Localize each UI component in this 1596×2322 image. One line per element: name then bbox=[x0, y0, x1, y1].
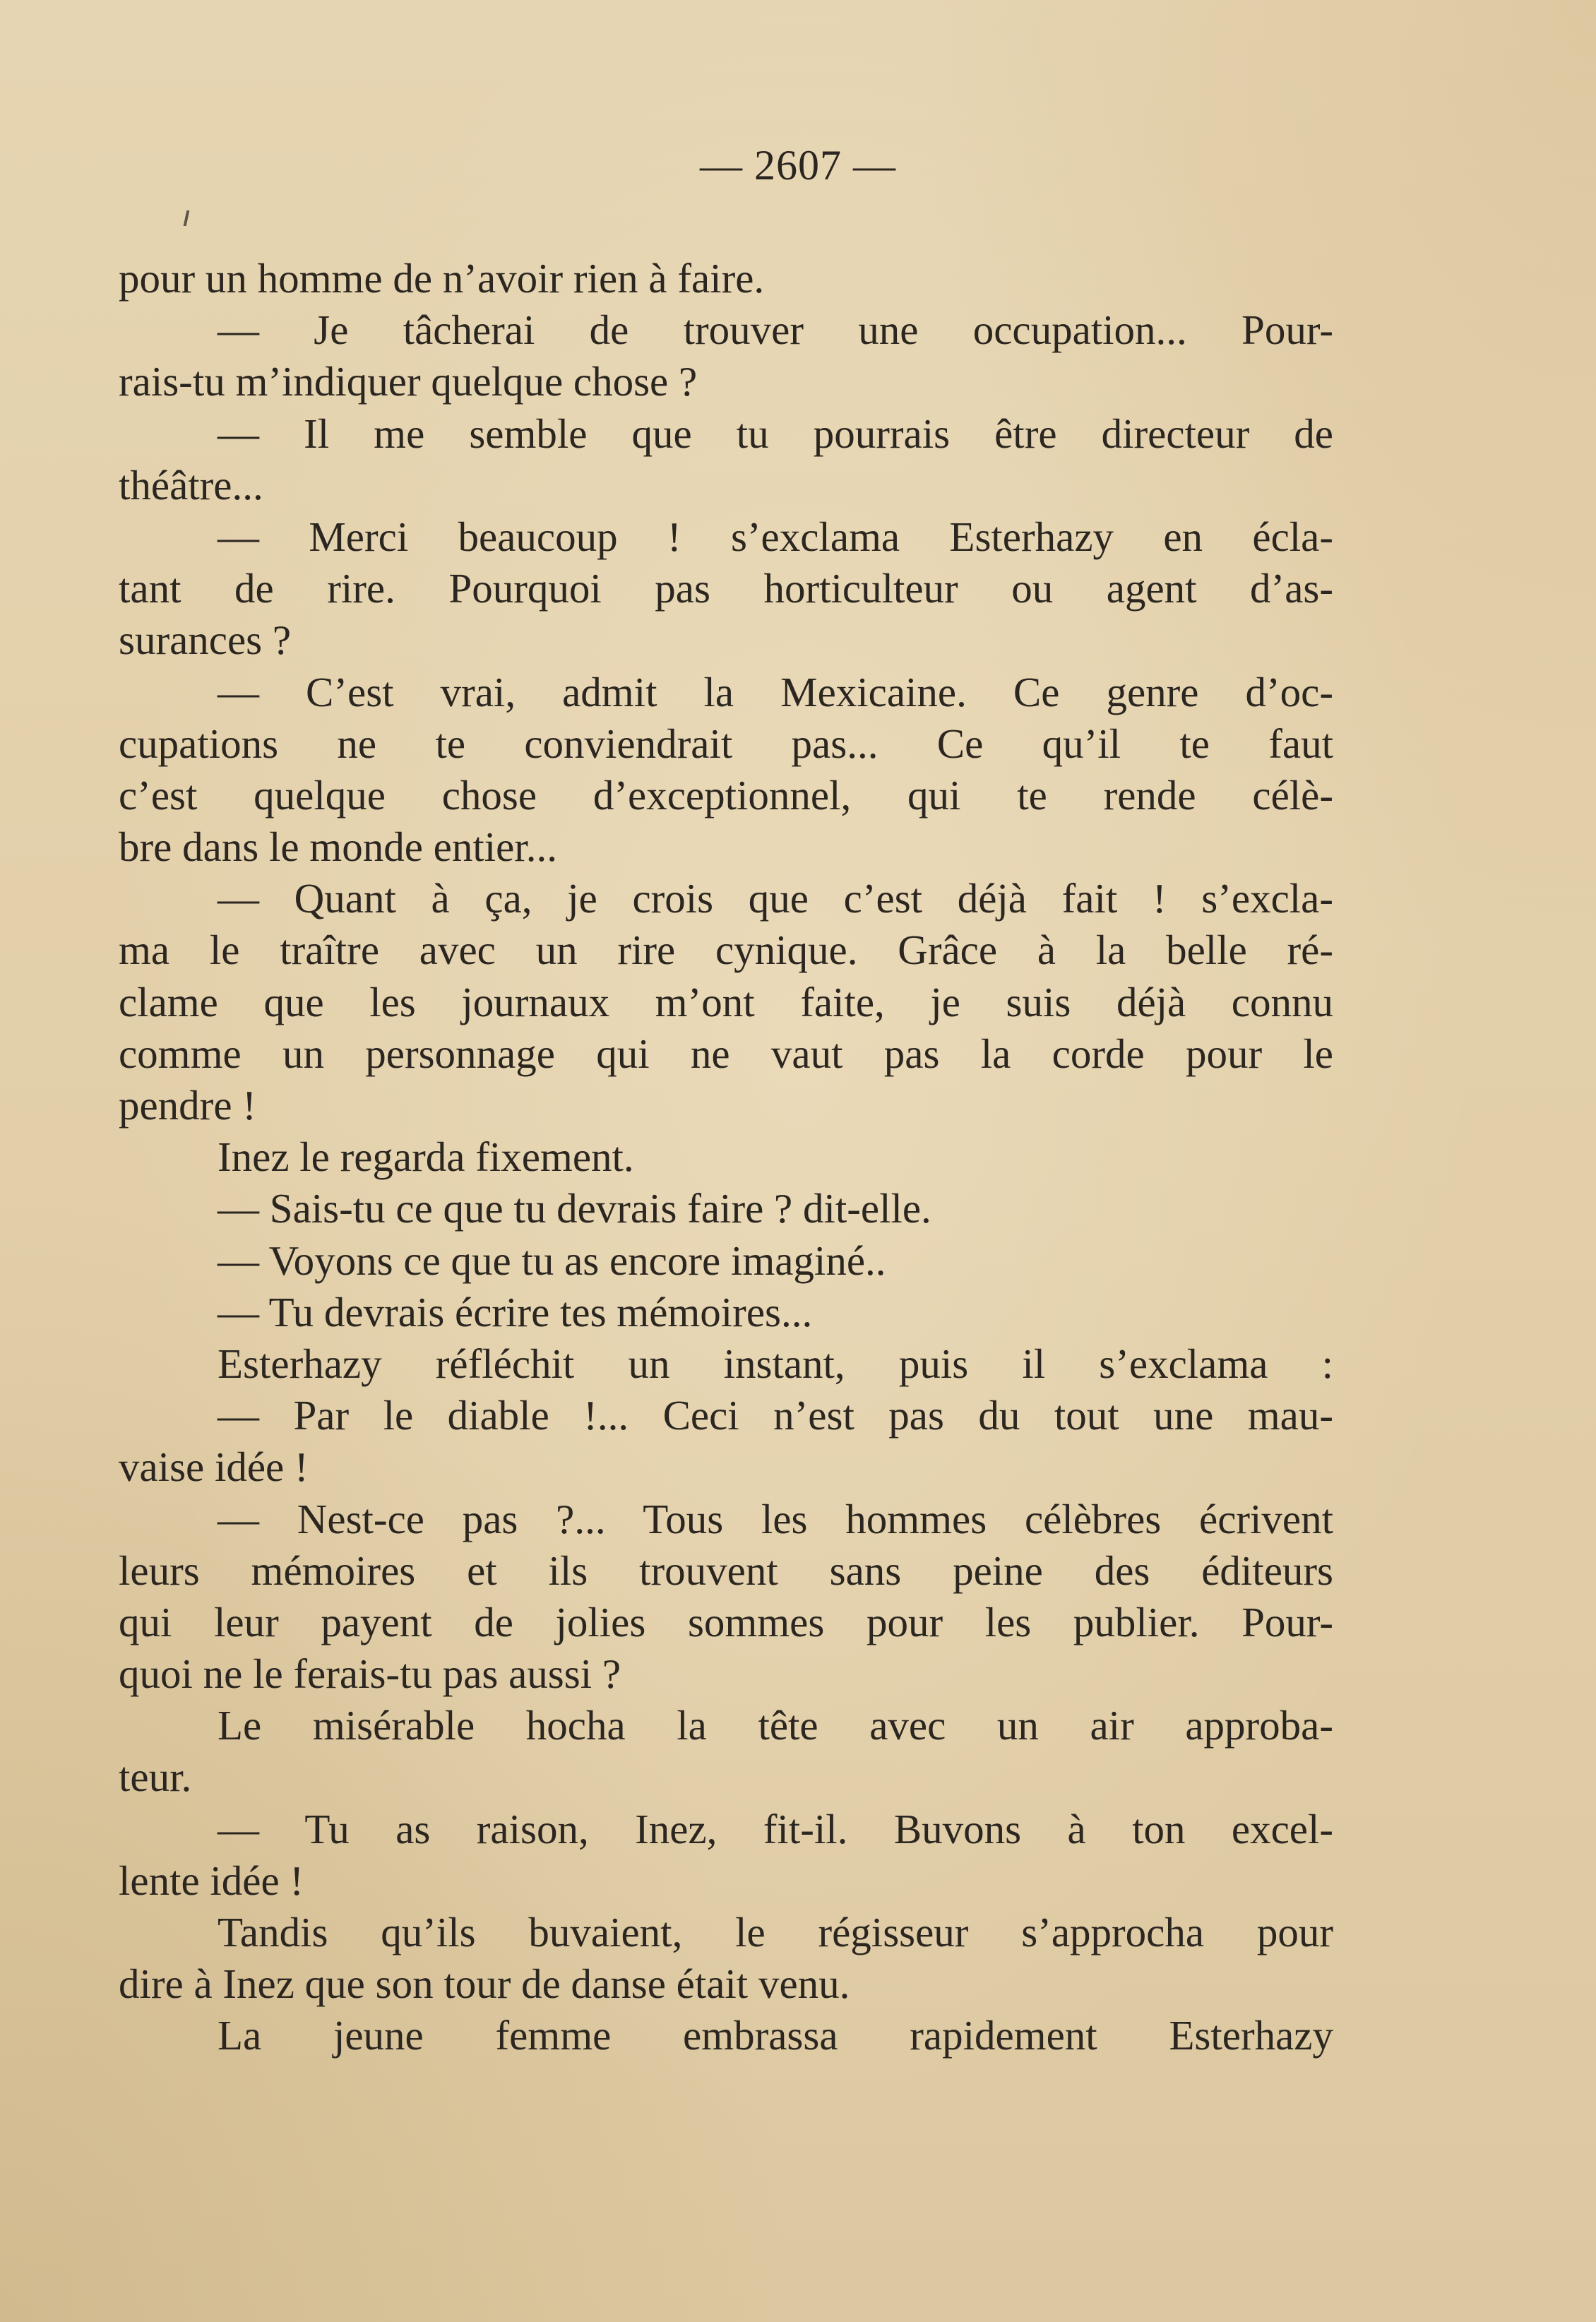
text-line: cupations ne te conviendrait pas... Ce qu’il te faut bbox=[119, 720, 1333, 767]
text-line: — C’est vrai, admit la Mexicaine. Ce genre d’oc- bbox=[218, 668, 1333, 715]
text-line: Inez le regarda fixement. bbox=[218, 1133, 634, 1181]
text-line: — Sais-tu ce que tu devrais faire ? dit-elle. bbox=[218, 1185, 931, 1232]
text-line: — Voyons ce que tu as encore imaginé.. bbox=[218, 1237, 886, 1284]
text-line: surances ? bbox=[119, 617, 292, 664]
text-line: bre dans le monde entier... bbox=[119, 823, 557, 871]
text-line: c’est quelque chose d’exceptionnel, qui te rende célè- bbox=[119, 771, 1333, 818]
text-line: — Par le diable !... Ceci n’est pas du tout une mau- bbox=[218, 1392, 1333, 1439]
text-line: rais-tu m’indiquer quelque chose ? bbox=[119, 358, 698, 405]
text-line: — Quant à ça, je crois que c’est déjà fait ! s’excla- bbox=[218, 875, 1333, 922]
text-line: pour un homme de n’avoir rien à faire. bbox=[119, 255, 765, 302]
text-line: leurs mémoires et ils trouvent sans peine des éditeurs bbox=[119, 1547, 1333, 1594]
text-line: — Il me semble que tu pourrais être directeur de bbox=[218, 410, 1333, 457]
text-line: ma le traître avec un rire cynique. Grâce à la belle ré- bbox=[119, 927, 1333, 974]
text-line: vaise idée ! bbox=[119, 1443, 309, 1491]
text-line: — Nest-ce pas ?... Tous les hommes célèbres écrivent bbox=[218, 1495, 1333, 1542]
text-line: teur. bbox=[119, 1754, 192, 1801]
text-line: La jeune femme embrassa rapidement Esterhazy bbox=[218, 2012, 1333, 2059]
text-line: pendre ! bbox=[119, 1082, 256, 1129]
text-line: clame que les journaux m’ont faite, je suis déjà connu bbox=[119, 978, 1333, 1025]
text-line: — Merci beaucoup ! s’exclama Esterhazy en écla- bbox=[218, 513, 1333, 560]
text-line: — Tu as raison, Inez, fit-il. Buvons à ton excel- bbox=[218, 1805, 1333, 1852]
text-line: lente idée ! bbox=[119, 1857, 304, 1904]
text-line: — Tu devrais écrire tes mémoires... bbox=[218, 1288, 813, 1335]
text-line: dire à Inez que son tour de danse était venu. bbox=[119, 1960, 850, 2008]
text-line: Tandis qu’ils buvaient, le régisseur s’approcha pour bbox=[218, 1909, 1333, 1955]
ink-mark bbox=[184, 210, 190, 226]
text-line: Le misérable hocha la tête avec un air approba- bbox=[218, 1702, 1333, 1749]
text-line: comme un personnage qui ne vaut pas la corde pour le bbox=[119, 1030, 1333, 1077]
text-line: tant de rire. Pourquoi pas horticulteur ou agent d’as- bbox=[119, 565, 1333, 612]
page-number: — 2607 — bbox=[700, 142, 896, 189]
text-line: qui leur payent de jolies sommes pour les publier. Pour- bbox=[119, 1598, 1333, 1645]
body-text bbox=[119, 253, 1333, 2062]
text-line: — Je tâcherai de trouver une occupation... Pour- bbox=[218, 306, 1333, 354]
text-line: théâtre... bbox=[119, 461, 263, 508]
text-line: Esterhazy réfléchit un instant, puis il s’exclama : bbox=[218, 1340, 1333, 1387]
text-line: quoi ne le ferais-tu pas aussi ? bbox=[119, 1650, 621, 1698]
